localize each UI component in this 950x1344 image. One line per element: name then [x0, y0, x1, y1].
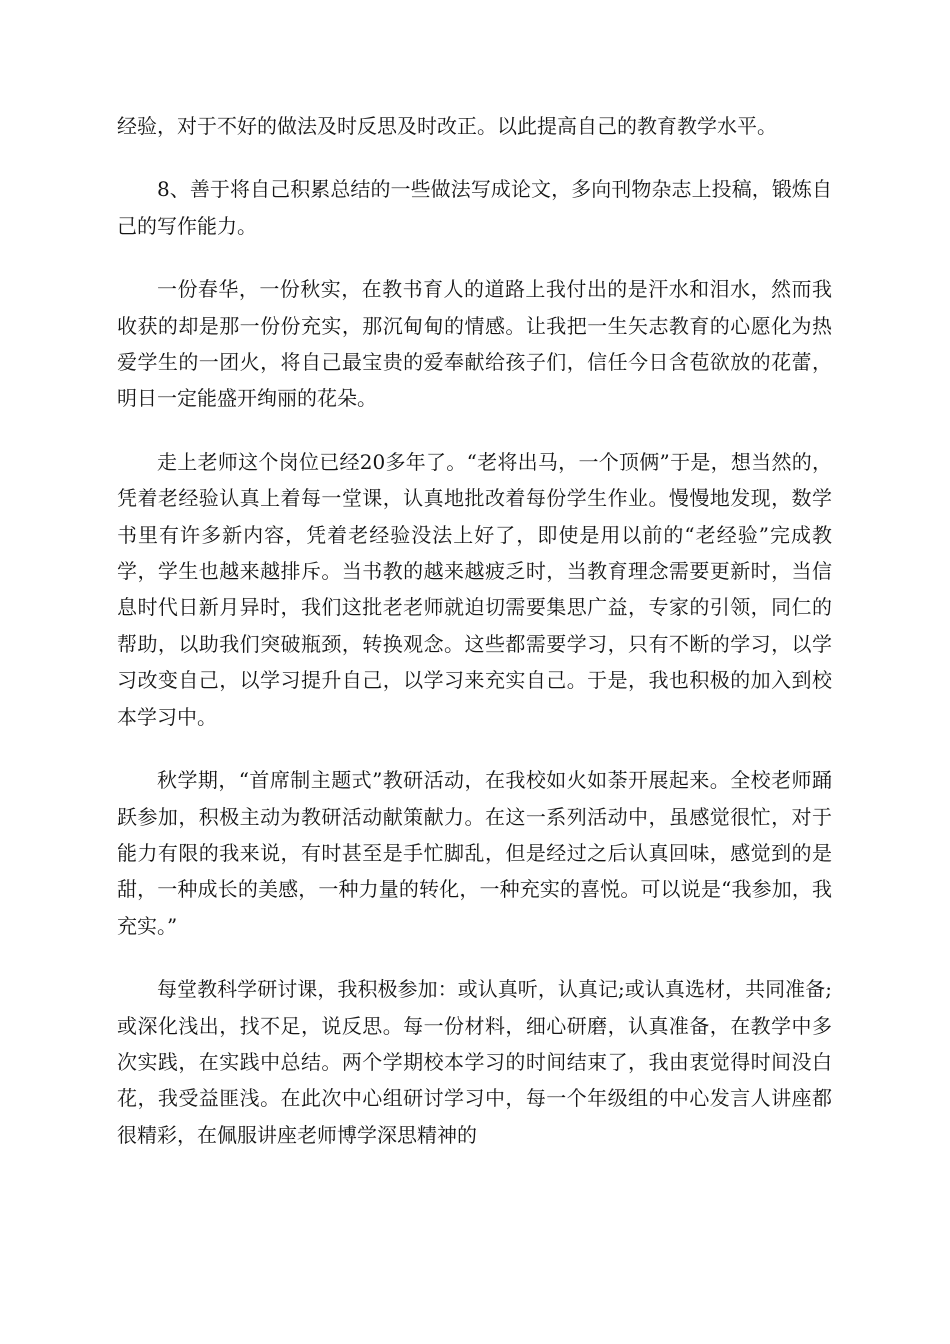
paragraph-spring-autumn: 一份春华，一份秋实，在教书育人的道路上我付出的是汗水和泪水，然而我收获的却是那一份份充实，那沉甸甸的情感。让我把一生矢志教育的心愿化为热爱学生的一团火，将自己最宝贵的爱奉献给孩子们，信任今日含苞欲放的花蕾，明日一定能盛开绚丽的花朵。	[117, 277, 832, 411]
document-body	[117, 108, 832, 1153]
paragraph-autumn-semester: 秋学期，“首席制主题式”教研活动，在我校如火如荼开展起来。全校老师踊跃参加，积极主动为教研活动献策献力。在这一系列活动中，虽感觉很忙，对于能力有限的我来说，有时甚至是手忙脚乱，但是经过之后认真回味，感觉到的是甜，一种成长的美感，一种力量的转化，一种充实的喜悦。可以说是“我参加，我充实。”	[117, 768, 832, 938]
paragraph-item-8: 8、善于将自己积累总结的一些做法写成论文，多向刊物杂志上投稿，锻炼自己的写作能力。	[117, 177, 832, 238]
paragraph-twenty-years: 走上老师这个岗位已经20多年了。“老将出马，一个顶俩”于是，想当然的，凭着老经验认真上着每一堂课，认真地批改着每份学生作业。慢慢地发现，数学书里有许多新内容，凭着老经验没法上好了，即使是用以前的“老经验”完成教学，学生也越来越排斥。当书教的越来越疲乏时，当教育理念需要更新时，当信息时代日新月异时，我们这批老老师就迫切需要集思广益，专家的引领，同仁的帮助，以助我们突破瓶颈，转换观念。这些都需要学习，只有不断的学习，以学习改变自己，以学习提升自己，以学习来充实自己。于是，我也积极的加入到校本学习中。	[117, 449, 832, 729]
paragraph-continuation: 经验，对于不好的做法及时反思及时改正。以此提高自己的教育教学水平。	[117, 114, 777, 138]
paragraph-research-class: 每堂教科学研讨课，我积极参加：或认真听，认真记;或认真选材，共同准备;或深化浅出，找不足，说反思。每一份材料，细心研磨，认真准备，在教学中多次实践，在实践中总结。两个学期校本学习的时间结束了，我由衷觉得时间没白花，我受益匪浅。在此次中心组研讨学习中，每一个年级组的中心发言人讲座都很精彩，在佩服讲座老师博学深思精神的	[117, 977, 832, 1147]
